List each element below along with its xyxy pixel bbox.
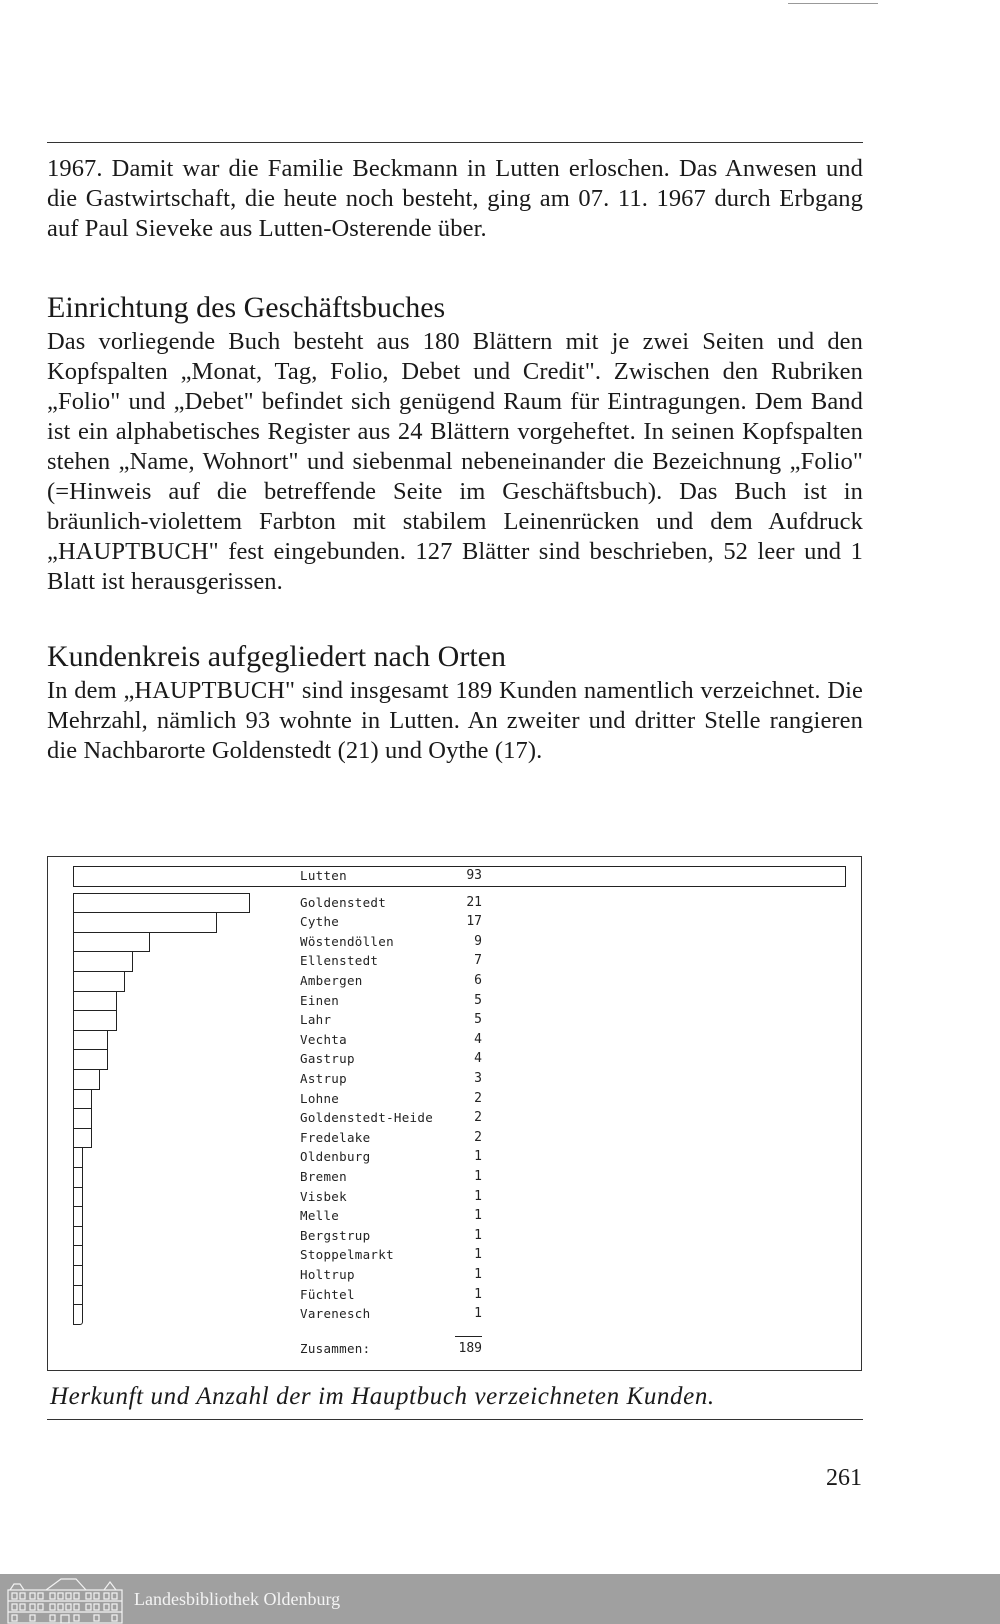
row-value: 1 (474, 1247, 482, 1263)
row-value: 93 (466, 868, 482, 883)
row-value: 1 (474, 1149, 482, 1165)
row-label: Bremen (300, 1169, 347, 1184)
chart-bar (73, 932, 150, 953)
total-value: 189 (458, 1341, 482, 1356)
chart-bar (73, 1049, 108, 1070)
row-label: Ellenstedt (300, 953, 379, 969)
row-label: Cythe (300, 914, 340, 930)
row-label: Ambergen (300, 973, 363, 988)
row-label: Gastrup (300, 1051, 355, 1067)
row-value: 1 (474, 1267, 482, 1282)
row-label: Holtrup (300, 1267, 355, 1282)
caption-rule (47, 1419, 863, 1420)
row-value: 5 (474, 1012, 482, 1028)
row-value: 6 (474, 973, 482, 988)
header-rule (47, 142, 863, 143)
chart-bar (73, 1167, 83, 1188)
chart-bar (73, 1030, 108, 1051)
library-building-icon (6, 1576, 124, 1624)
chart-bar (73, 1265, 83, 1286)
row-label: Melle (300, 1208, 340, 1224)
row-label: Stoppelmarkt (300, 1247, 394, 1263)
row-value: 17 (466, 914, 482, 930)
chart-bar (73, 1108, 92, 1129)
chart-bar (73, 1010, 117, 1031)
figure-bottom-spacer (47, 1373, 863, 1374)
row-label: Lahr (300, 1012, 332, 1028)
intro-paragraph (47, 154, 863, 244)
sum-underline (455, 1336, 482, 1337)
chart-bar (73, 1206, 83, 1227)
chart-bar (73, 893, 250, 914)
total-label: Zusammen: (300, 1341, 371, 1356)
row-value: 1 (474, 1306, 482, 1322)
figure-caption: Herkunft und Anzahl der im Hauptbuch verzeichneten Kunden. (50, 1383, 715, 1410)
row-label: Bergstrup (300, 1227, 371, 1243)
chart-bar (73, 1226, 83, 1247)
chart-bar (73, 1245, 83, 1266)
row-value: 1 (474, 1188, 482, 1204)
row-value: 3 (474, 1071, 482, 1086)
row-label: Astrup (300, 1071, 347, 1086)
row-value: 4 (474, 1031, 482, 1047)
row-label: Goldenstedt (300, 894, 387, 910)
chart-bar (73, 912, 217, 933)
row-label: Wöstendöllen (300, 933, 394, 949)
chart-bar (73, 971, 125, 992)
chart-bar (73, 951, 133, 972)
intro-text: 1967. Damit war die Familie Beckmann in Lutten erloschen. Das Anwesen und die Gastwirtschaft, die heute noch besteht, ging am 07. 11. 1967 durch Erbgang auf Paul Sieveke aus Lutten-Osterende über. (47, 155, 863, 242)
section-heading-geschaeftsbuch: Einrichtung des Geschäftsbuches (47, 291, 446, 324)
chart-bar (73, 1069, 100, 1090)
footer-banner (0, 1574, 1000, 1624)
row-value: 1 (474, 1286, 482, 1302)
row-value: 1 (474, 1169, 482, 1184)
section1-text: Das vorliegende Buch besteht aus 180 Blättern mit je zwei Seiten und den Kopfspalten „Monat, Tag, Folio, Debet und Credit". Zwischen den Rubriken „Folio" und „Debet" befindet sich genügend Raum für Eintragungen. Dem Band ist ein alphabetisches Register aus 24 Blättern vorgeheftet. In seinen Kopfspalten stehen „Name, Wohnort" und siebenmal nebeneinander die Bezeichnung „Folio" (=Hinweis auf die betreffende Seite im Geschäftsbuch). Das Buch ist in bräunlich-violettem Farbton mit stabilem Leinenrücken und dem Aufdruck „HAUPTBUCH" fest eingebunden. 127 Blätter sind beschrieben, 52 leer und 1 Blatt ist herausgerissen. (47, 328, 863, 595)
row-label: Goldenstedt-Heide (300, 1110, 434, 1126)
row-label: Varenesch (300, 1306, 371, 1322)
row-value: 7 (474, 953, 482, 969)
chart-bar (73, 1187, 83, 1208)
section2-text: In dem „HAUPTBUCH" sind insgesamt 189 Kunden namentlich verzeichnet. Die Mehrzahl, nämlich 93 wohnte in Lutten. An zweiter und dritter Stelle rangieren die Nachbarorte Goldenstedt (21) und Oythe (17). (47, 677, 863, 764)
scan-edge-mark (788, 3, 878, 4)
chart-bar (73, 1128, 92, 1149)
row-label: Oldenburg (300, 1149, 371, 1165)
row-value: 2 (474, 1129, 482, 1145)
row-value: 2 (474, 1090, 482, 1106)
row-label: Füchtel (300, 1286, 355, 1302)
row-label: Lutten (300, 868, 347, 883)
row-value: 1 (474, 1208, 482, 1224)
row-value: 9 (474, 933, 482, 949)
section-heading-kundenkreis: Kundenkreis aufgegliedert nach Orten (47, 640, 506, 673)
section-paragraph-geschaeftsbuch (47, 327, 863, 597)
library-name: Landesbibliothek Oldenburg (134, 1589, 341, 1609)
page-number: 261 (826, 1465, 862, 1491)
row-label: Einen (300, 992, 340, 1008)
row-value: 2 (474, 1110, 482, 1126)
row-value: 4 (474, 1051, 482, 1067)
row-value: 1 (474, 1227, 482, 1243)
chart-bar (73, 1285, 83, 1306)
row-label: Lohne (300, 1090, 340, 1106)
row-label: Fredelake (300, 1129, 371, 1145)
section-paragraph-kundenkreis (47, 676, 863, 766)
row-value: 5 (474, 992, 482, 1008)
chart-bar (73, 1147, 83, 1168)
chart-bar (73, 1304, 83, 1325)
chart-bar (73, 991, 117, 1012)
chart-bar (73, 1089, 92, 1110)
row-value: 21 (466, 894, 482, 910)
row-label: Vechta (300, 1031, 347, 1047)
row-label: Visbek (300, 1188, 347, 1204)
